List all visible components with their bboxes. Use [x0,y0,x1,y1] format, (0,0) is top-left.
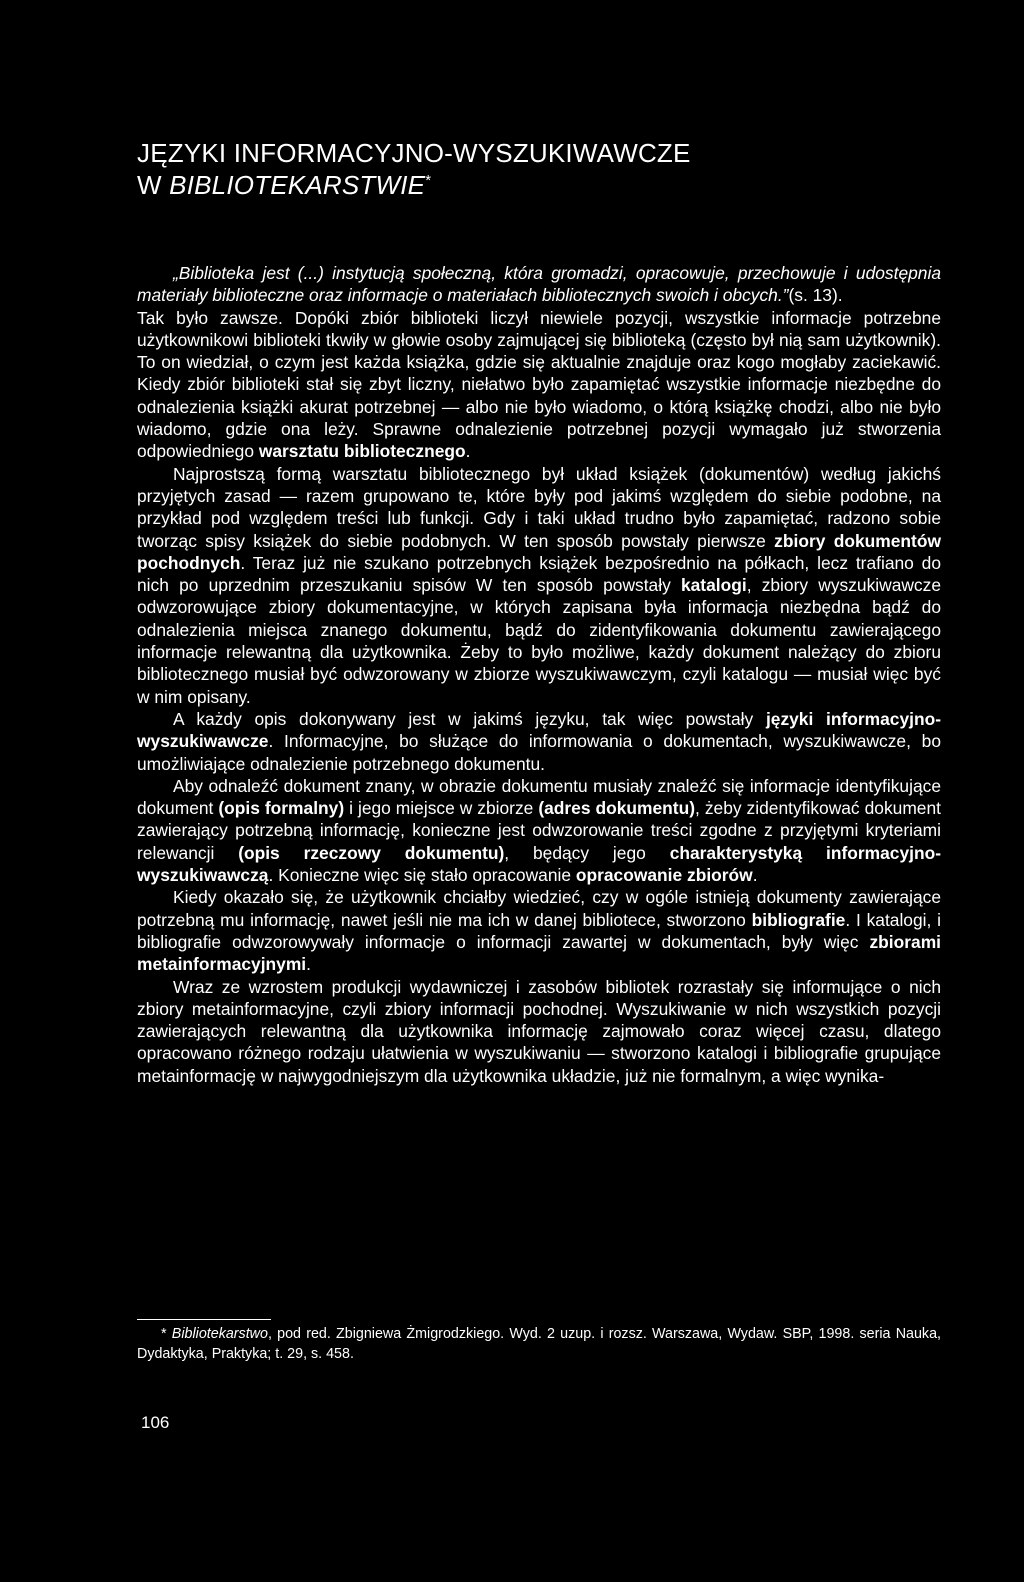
paragraph [137,307,941,463]
chapter-title [137,137,937,201]
text-run: . I katalogi, i bibliografie odwzorowywały informacje o informacji zawartej w dokumentach, były więc [137,909,941,952]
opening-quote [137,262,941,307]
bold-term: charakterystyką informacyjno-wyszukiwawczą [137,842,941,886]
page-number: 106 [141,1413,170,1432]
text-run: . Teraz już nie szukano potrzebnych książek bezpośrednio na półkach, lecz trafiano do nich po uprzednim przeszukaniu spisów W ten sposób powstały [137,552,941,596]
footnote-text: , pod red. Zbigniewa Żmigrodzkiego. Wyd. 2 uzup. i rozsz. Warszawa, Wydaw. SBP, 1998. seria Nauka, Dydaktyka, Praktyka; t. 29, s. 458. [137,1326,941,1362]
bold-term: katalogi [680,575,747,596]
chapter-title-italic: BIBLIOTEKARSTWIE [169,170,426,201]
footnote [137,1324,941,1364]
text-run: . Informacyjne, bo służące do informowania o dokumentach, wyszukiwawcze, bo umożliwiające odnalezienie potrzebnego dokumentu. [137,731,941,774]
chapter-title-prefix: W [137,170,170,201]
text-run: Kiedy okazało się, że użytkownik chciałby wiedzieć, czy w ogóle istnieją dokumenty zawierające potrzebną mu informację, nawet jeśli nie ma ich w danej bibliotece, stworzono [137,887,941,930]
text-run: Najprostszą formą warsztatu bibliotecznego był układ książek (dokumentów) według jakichś przyjętych zasad — razem grupowano te, które były pod jakimś względem do siebie podobne, na przykład pod względem treści lub funkcji. Gdy i taki układ trudno było zapamiętać, radzono sobie tworząc spisy książek do siebie podobnych. W ten sposób powstały pierwsze [137,463,941,551]
footnote-source-title: Bibliotekarstwo [171,1326,268,1342]
body-text [137,262,941,1087]
text-run: Aby odnaleźć dokument znany, w obrazie dokumentu musiały znaleźć się informacje identyfikujące dokument [137,775,941,819]
paragraph [137,463,941,708]
bold-term: zbiory dokumentów pochodnych [137,530,941,573]
text-run: . [752,865,758,886]
quote-text: „Biblioteka jest (...) instytucją społeczną, która gromadzi, opracowuje, przechowuje i udostępnia materiały biblioteczne oraz informacje o materiałach bibliotecznych swoich i obcych.” [137,263,941,306]
bold-term: (opis rzeczowy dokumentu) [238,842,505,863]
footnote-divider [137,1319,271,1320]
paragraph [137,775,941,886]
footnote-mark: * [161,1326,167,1342]
bold-term: opracowanie zbiorów [575,865,753,886]
footnote-reference: * [425,172,432,190]
text-run: Wraz ze wzrostem produkcji wydawniczej i zasobów bibliotek rozrastały się informujące o nich zbiory metainformacyjne, czyli zbiory informacji pochodnej. Wyszukiwanie w nich wszystkich pozycji zawierających relewantną dla użytkownika informację zajmowało coraz więcej czasu, dlatego opracowano różnego rodzaju ułatwienia w wyszukiwaniu — stworzono katalogi i bibliografie grupujące metainformację w najwygodniejszym dla użytkownika układzie, już nie formalnym, a więc wynika- [137,976,941,1086]
text-run: . Konieczne więc się stało opracowanie [268,865,576,886]
text-run: i jego miejsce w zbiorze [344,798,539,819]
text-run: , będący jego [504,842,670,863]
bold-term: bibliografie [751,909,846,930]
text-run: A każdy opis dokonywany jest w jakimś języku, tak więc powstały [173,708,766,729]
chapter-title-line2 [137,169,937,201]
text-run: . [465,441,471,462]
text-run: Tak było zawsze. Dopóki zbiór biblioteki liczył niewiele pozycji, wszystkie informacje potrzebne użytkownikowi biblioteki tkwiły w głowie osoby zajmującej się biblioteką (często był nią sam użytkownik). To on wiedział, o czym jest każda książka, gdzie się aktualnie znajduje oraz kogo mogłaby zaciekawić. Kiedy zbiór biblioteki stał się zbyt liczny, niełatwo było zapamiętać wszystkie informacje niezbędne do odnalezienia książki akurat potrzebnej — albo nie było wiadomo, o którą książkę chodzi, albo nie było wiadomo, gdzie ona leży. Sprawne odnalezienie potrzebnej pozycji wymagało już stworzenia odpowiedniego [137,307,941,462]
paragraph [137,886,941,975]
text-run: , zbiory wyszukiwawcze odwzorowujące zbiory dokumentacyjne, w których zapisana była informacja niezbędna bądź do odnalezienia miejsca znanego dokumentu, bądź do zidentyfikowania dokumentu zawierającego informacje relewantną dla użytkownika. Żeby to było możliwe, każdy dokument należący do zbioru bibliotecznego musiał być odwzorowany w zbiorze wyszukiwawczym, czyli katalogu — musiał więc być w nim opisany. [137,575,941,707]
bold-term: (adres dokumentu) [538,798,696,819]
text-run: , żeby zidentyfikować dokument zawierający potrzebną informację, konieczne jest odwzorowanie treści zgodne z przyjętymi kryteriami relewancji [137,798,941,863]
bold-term: języki informacyjno-wyszukiwawcze [137,708,941,752]
bold-term: zbiorami metainformacyjnymi [137,931,941,975]
bold-term: (opis formalny) [218,798,345,819]
paragraph [137,976,941,1087]
paragraph [137,708,941,775]
quote-ref: (s. 13). [788,285,843,306]
text-run: . [306,954,311,975]
chapter-title-line1: JĘZYKI INFORMACYJNO-WYSZUKIWAWCZE [137,138,691,169]
bold-term: warsztatu bibliotecznego [258,441,466,462]
